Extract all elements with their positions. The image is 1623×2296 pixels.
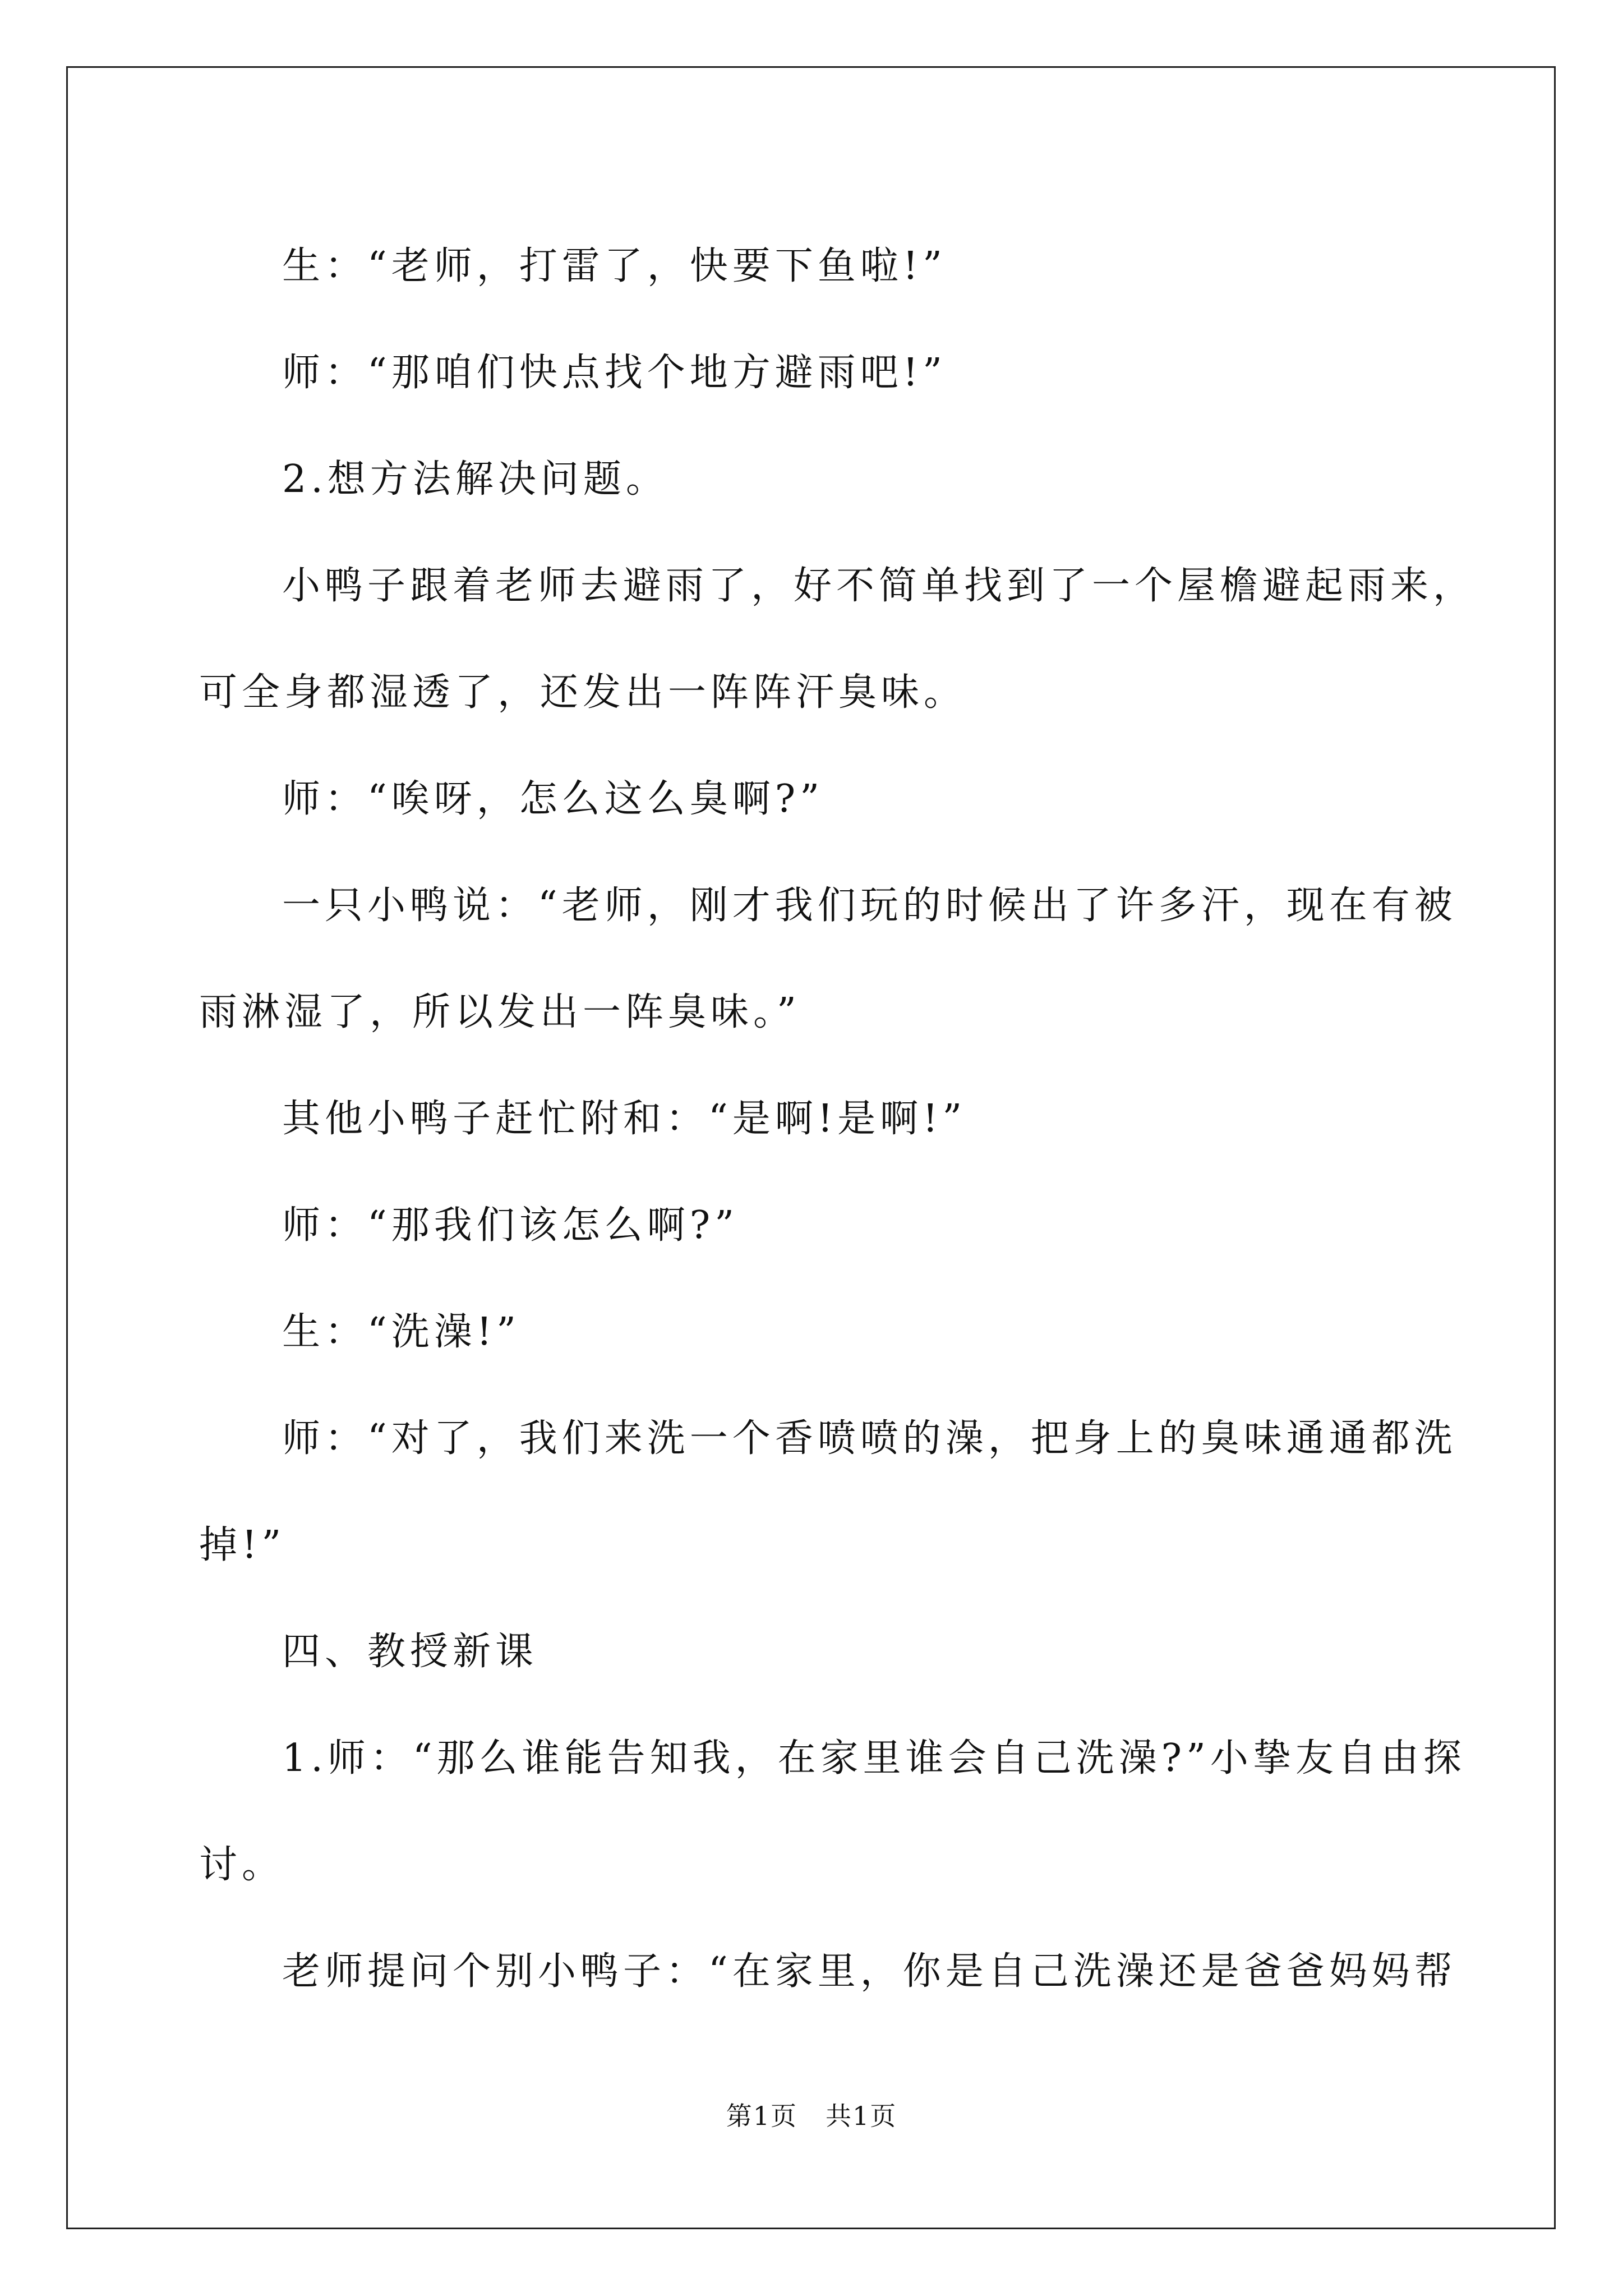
paragraph-line: 1.师：“那么谁能告知我，在家里谁会自己洗澡?”小挚友自由探: [282, 1736, 1466, 1780]
paragraph-line: 雨淋湿了，所以发出一阵臭味。”: [199, 990, 801, 1034]
paragraph-line: 一只小鸭说：“老师，刚才我们玩的时候出了许多汗，现在有被: [282, 884, 1457, 928]
page-number-total: 共1页: [826, 2101, 897, 2131]
paragraph-line: 师：“那咱们快点找个地方避雨吧!”: [282, 351, 947, 395]
section-heading: 四、教授新课: [282, 1630, 538, 1674]
paragraph-line: 生：“洗澡!”: [282, 1310, 520, 1354]
paragraph-line: 师：“唉呀，怎么这么臭啊?”: [282, 777, 824, 821]
page-number-current: 第1页: [726, 2101, 797, 2131]
paragraph-line: 讨。: [199, 1843, 285, 1887]
paragraph-line: 2.想方法解决问题。: [282, 457, 668, 501]
paragraph-line: 师：“那我们该怎么啊?”: [282, 1203, 739, 1248]
document-body: [199, 213, 1476, 2025]
paragraph-line: 其他小鸭子赶忙附和：“是啊!是啊!”: [282, 1097, 967, 1141]
paragraph-line: 老师提问个别小鸭子：“在家里，你是自己洗澡还是爸爸妈妈帮: [282, 1949, 1457, 1994]
page-footer: [0, 2096, 1623, 2133]
paragraph-line: 生：“老师，打雷了，快要下鱼啦!”: [282, 244, 947, 288]
paragraph-line: 掉!”: [199, 1523, 286, 1567]
paragraph-line: 师：“对了，我们来洗一个香喷喷的澡，把身上的臭味通通都洗: [282, 1416, 1457, 1461]
paragraph-line: 可全身都湿透了，还发出一阵阵汗臭味。: [199, 670, 967, 715]
paragraph-line: 小鸭子跟着老师去避雨了，好不简单找到了一个屋檐避起雨来，: [282, 564, 1476, 608]
